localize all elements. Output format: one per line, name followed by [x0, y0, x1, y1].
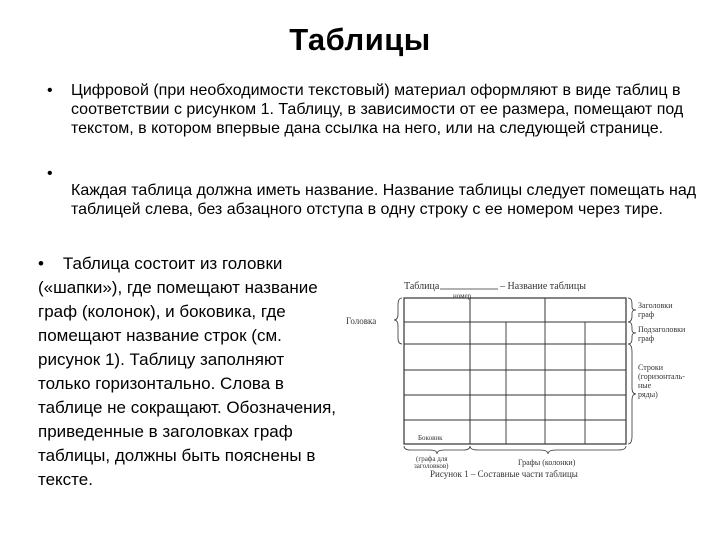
fig-columns-brace [470, 446, 626, 454]
fig-stub-brace [404, 446, 470, 454]
fig-stub-line-1: Боковик [418, 434, 443, 442]
fig-caption: Рисунок 1 – Составные части таблицы [430, 469, 578, 479]
fig-table-label: Таблица [404, 281, 440, 292]
fig-stub-line-2: (графа для [416, 455, 448, 463]
fig-subheaders-brace [628, 322, 636, 344]
fig-column-headers-line-2: граф [638, 310, 655, 319]
fig-rows-line-3: ные [638, 381, 652, 390]
fig-column-headers-brace [628, 298, 636, 322]
fig-head-label: Головка [346, 316, 377, 326]
fig-rows-line-4: ряды) [638, 390, 658, 399]
table-structure-figure [340, 272, 700, 480]
fig-head-brace [394, 298, 402, 344]
fig-title-label: – Название таблицы [500, 281, 586, 292]
fig-subheaders-line-1: Подзаголовки [638, 325, 686, 334]
fig-rows-line-1: Строки [638, 363, 663, 372]
slide-title: Таблицы [289, 22, 431, 57]
bullet-2-marker: • [47, 165, 53, 182]
fig-table-grid [404, 298, 626, 444]
fig-stub-line-3: заголовков) [414, 462, 449, 470]
fig-columns-label: Графы (колонки) [518, 458, 576, 467]
bullet-1-text: Цифровой (при необходимости текстовый) материал оформляют в виде таблиц в соответствии с рисунком 1. Таблицу, в зависимости от ее размера, помещают под текстом, в котором впервые дана ссылка на него, или на следующей странице. [71, 82, 684, 137]
fig-rows-line-2: (горизонталь- [638, 372, 685, 381]
bullet-1-marker: • [47, 82, 53, 99]
bullet-1 [47, 81, 697, 138]
bullet-3-marker: • [38, 254, 44, 273]
bullet-3 [38, 252, 338, 492]
fig-rows-brace [628, 344, 636, 444]
bullet-2-text: Каждая таблица должна иметь название. Название таблицы следует помещать над таблицей слева, без абзацного отступа в одну строку с ее номером через тире. [71, 182, 697, 218]
bullet-3-text: Таблица состоит из головки («шапки»), где помещают название граф (колонок), и боковика, где помещают название строк (см. рисунок 1). Таблицу заполняют только горизонтально. Слова в таблице не сокращают. Обозначения, приведенные в заголовках граф таблицы, должны быть пояснены в тексте. [38, 254, 336, 489]
fig-subheaders-line-2: граф [638, 334, 655, 343]
fig-column-headers-line-1: Заголовки [638, 301, 673, 310]
fig-number-label: номер [453, 292, 472, 300]
